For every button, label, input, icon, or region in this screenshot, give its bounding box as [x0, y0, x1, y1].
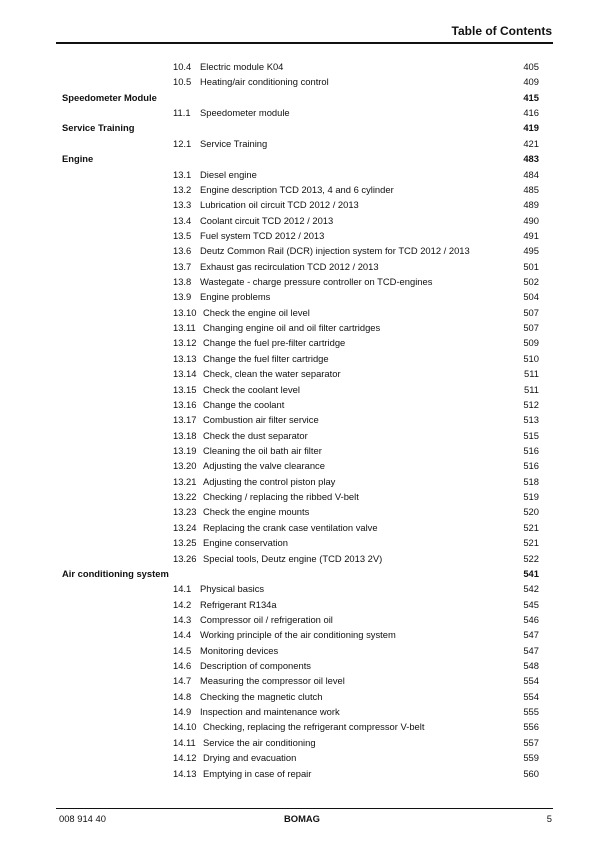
header-rule [56, 42, 553, 44]
toc-entry [0, 351, 596, 366]
toc-page-number: 416 [523, 107, 539, 119]
toc-entry-number: 14.8 [173, 690, 192, 702]
toc-entry [0, 289, 596, 304]
toc-section-title: Air conditioning system [62, 567, 169, 579]
toc-entry-number: 12.1 [173, 137, 192, 149]
toc-entry [0, 167, 596, 182]
toc-entry-title: Heating/air conditioning control [200, 76, 329, 88]
toc-entry-title: Diesel engine [200, 168, 257, 180]
toc-page-number: 513 [523, 414, 539, 426]
toc-entry-title: Refrigerant R134a [200, 598, 277, 610]
footer-brand: BOMAG [284, 813, 320, 824]
toc-entry [0, 581, 596, 596]
toc-entry-title: Coolant circuit TCD 2012 / 2013 [200, 214, 334, 226]
toc-section [0, 120, 596, 135]
toc-page-number: 419 [523, 122, 539, 134]
toc-entry-number: 13.17 [173, 414, 197, 426]
toc-entry-title: Engine description TCD 2013, 4 and 6 cylinder [200, 183, 394, 195]
toc-entry [0, 59, 596, 74]
toc-entry-title: Replacing the crank case ventilation valve [203, 521, 378, 533]
toc-entry-number: 13.16 [173, 398, 197, 410]
toc-entry [0, 320, 596, 335]
toc-page-number: 421 [523, 137, 539, 149]
toc-page-number: 541 [523, 567, 539, 579]
toc-entry-number: 13.24 [173, 521, 197, 533]
toc-entry [0, 197, 596, 212]
toc-entry [0, 658, 596, 673]
toc-entry-number: 13.6 [173, 245, 192, 257]
toc-entry-number: 11.1 [173, 107, 191, 119]
toc-entry [0, 305, 596, 320]
toc-page-number: 504 [523, 291, 539, 303]
toc-entry-number: 13.14 [173, 368, 197, 380]
toc-entry-number: 13.23 [173, 506, 197, 518]
toc-entry-title: Service the air conditioning [203, 736, 316, 748]
toc-entry-title: Checking / replacing the ribbed V-belt [203, 491, 359, 503]
toc-entry-number: 13.7 [173, 260, 192, 272]
toc-entry [0, 535, 596, 550]
toc-entry-number: 13.19 [173, 444, 197, 456]
toc-page-number: 495 [523, 245, 539, 257]
toc-entry-title: Drying and evacuation [203, 752, 297, 764]
toc-entry-number: 10.4 [173, 61, 192, 72]
toc-page-number: 415 [523, 91, 539, 103]
toc-entry-number: 14.2 [173, 598, 192, 610]
toc-page-number: 409 [523, 76, 539, 88]
toc-entry-number: 13.1 [173, 168, 192, 180]
toc-page-number: 555 [523, 706, 539, 718]
toc-page-number: 554 [523, 675, 539, 687]
toc-entry [0, 228, 596, 243]
toc-page-number: 521 [523, 537, 539, 549]
toc-entry [0, 719, 596, 734]
toc-section [0, 90, 596, 105]
toc-page-number: 515 [523, 429, 539, 441]
toc-entry [0, 382, 596, 397]
toc-entry-title: Special tools, Deutz engine (TCD 2013 2V) [203, 552, 383, 564]
toc-page-number: 542 [523, 583, 539, 595]
toc-page-number: 507 [523, 306, 539, 318]
toc-entry-number: 13.20 [173, 460, 197, 472]
toc-entry [0, 428, 596, 443]
toc-entry [0, 243, 596, 258]
toc-page-number: 512 [523, 398, 539, 410]
toc-entry-number: 13.21 [173, 475, 197, 487]
toc-page-number: 516 [523, 460, 539, 472]
toc-entry [0, 74, 596, 89]
toc-entry-title: Cleaning the oil bath air filter [203, 444, 322, 456]
toc-entry-title: Engine conservation [203, 537, 288, 549]
toc-entry [0, 766, 596, 781]
toc-page-number: 516 [523, 444, 539, 456]
toc-entry-title: Change the coolant [203, 398, 285, 410]
toc-page-number: 522 [523, 552, 539, 564]
toc-entry [0, 551, 596, 566]
toc-page-number: 507 [523, 322, 539, 334]
toc-entry-number: 14.13 [173, 767, 197, 779]
toc-entry-title: Combustion air filter service [203, 414, 319, 426]
toc-entry-title: Compressor oil / refrigeration oil [200, 613, 333, 625]
toc-entry-number: 14.3 [173, 613, 192, 625]
table-of-contents [0, 59, 596, 781]
toc-entry [0, 520, 596, 535]
toc-page-number: 405 [523, 61, 539, 72]
toc-page-number: 545 [523, 598, 539, 610]
toc-page-number: 491 [523, 229, 539, 241]
toc-entry-title: Lubrication oil circuit TCD 2012 / 2013 [200, 199, 359, 211]
toc-page-number: 484 [523, 168, 539, 180]
toc-entry-number: 10.5 [173, 76, 192, 88]
toc-entry [0, 627, 596, 642]
toc-entry-number: 13.2 [173, 183, 192, 195]
toc-entry [0, 504, 596, 519]
toc-entry-number: 13.3 [173, 199, 192, 211]
toc-entry [0, 673, 596, 688]
toc-entry-title: Wastegate - charge pressure controller on TCD-engines [200, 276, 433, 288]
toc-entry [0, 136, 596, 151]
toc-entry [0, 259, 596, 274]
toc-entry-number: 14.11 [173, 736, 196, 748]
toc-page-number: 520 [523, 506, 539, 518]
toc-entry [0, 689, 596, 704]
toc-page-number: 554 [523, 690, 539, 702]
toc-section-title: Speedometer Module [62, 91, 157, 103]
toc-entry [0, 597, 596, 612]
toc-entry-title: Monitoring devices [200, 644, 279, 656]
toc-entry-number: 14.6 [173, 660, 192, 672]
toc-entry-title: Working principle of the air conditioning system [200, 629, 396, 641]
toc-entry [0, 105, 596, 120]
toc-page-number: 518 [523, 475, 539, 487]
toc-entry-number: 13.11 [173, 322, 196, 334]
toc-entry [0, 735, 596, 750]
toc-page-number: 546 [523, 613, 539, 625]
toc-entry-title: Check the engine mounts [203, 506, 310, 518]
toc-page-number: 557 [523, 736, 539, 748]
toc-entry-number: 14.12 [173, 752, 197, 764]
toc-page-number: 521 [523, 521, 539, 533]
toc-entry-title: Check the coolant level [203, 383, 300, 395]
toc-entry-title: Description of components [200, 660, 311, 672]
toc-page-number: 509 [523, 337, 539, 349]
toc-entry [0, 474, 596, 489]
toc-page-number: 556 [523, 721, 539, 733]
toc-entry-title: Change the fuel filter cartridge [203, 352, 329, 364]
toc-entry-number: 13.5 [173, 229, 192, 241]
toc-entry-number: 13.18 [173, 429, 197, 441]
toc-page-number: 548 [523, 660, 539, 672]
footer-page-number: 5 [546, 813, 552, 824]
toc-entry-title: Engine problems [200, 291, 271, 303]
toc-entry-number: 14.9 [173, 706, 192, 718]
toc-page-number: 547 [523, 644, 539, 656]
toc-entry-title: Checking, replacing the refrigerant compressor V-belt [203, 721, 425, 733]
toc-entry [0, 750, 596, 765]
toc-page-number: 490 [523, 214, 539, 226]
toc-page-number: 559 [523, 752, 539, 764]
toc-entry-title: Electric module K04 [200, 61, 284, 72]
toc-section-title: Engine [62, 153, 94, 165]
toc-entry-title: Measuring the compressor oil level [200, 675, 345, 687]
toc-entry-title: Changing engine oil and oil filter cartridges [203, 322, 381, 334]
toc-entry [0, 612, 596, 627]
toc-entry-title: Checking the magnetic clutch [200, 690, 323, 702]
toc-entry-title: Exhaust gas recirculation TCD 2012 / 2013 [200, 260, 379, 272]
toc-entry-number: 13.22 [173, 491, 197, 503]
toc-entry [0, 213, 596, 228]
toc-page-number: 485 [523, 183, 539, 195]
toc-entry [0, 643, 596, 658]
toc-entry-number: 14.4 [173, 629, 192, 641]
toc-entry-number: 13.10 [173, 306, 197, 318]
toc-section-title: Service Training [62, 122, 135, 134]
page-header-title: Table of Contents [451, 24, 552, 38]
toc-page-number: 502 [523, 276, 539, 288]
toc-page-number: 483 [523, 153, 539, 165]
toc-entry-number: 13.15 [173, 383, 197, 395]
toc-entry [0, 182, 596, 197]
toc-page-number: 511 [524, 368, 539, 380]
toc-section [0, 151, 596, 166]
toc-entry-title: Check the engine oil level [203, 306, 310, 318]
footer-rule [56, 808, 553, 809]
toc-entry-number: 13.8 [173, 276, 192, 288]
toc-entry-title: Deutz Common Rail (DCR) injection system for TCD 2012 / 2013 [200, 245, 470, 257]
toc-page-number: 519 [523, 491, 539, 503]
toc-entry [0, 704, 596, 719]
toc-entry-number: 13.13 [173, 352, 197, 364]
toc-page-number: 511 [524, 383, 539, 395]
toc-entry [0, 412, 596, 427]
toc-entry-title: Emptying in case of repair [203, 767, 312, 779]
toc-entry [0, 443, 596, 458]
toc-entry-title: Check, clean the water separator [203, 368, 341, 380]
toc-entry [0, 458, 596, 473]
toc-section [0, 566, 596, 581]
toc-page-number: 510 [523, 352, 539, 364]
toc-entry-number: 13.12 [173, 337, 197, 349]
toc-entry-number: 13.25 [173, 537, 197, 549]
toc-entry-number: 14.10 [173, 721, 197, 733]
toc-entry-number: 13.4 [173, 214, 192, 226]
toc-entry-title: Change the fuel pre-filter cartridge [203, 337, 346, 349]
toc-entry [0, 397, 596, 412]
footer-doc-number: 008 914 40 [59, 813, 106, 824]
toc-entry-number: 14.7 [173, 675, 192, 687]
toc-entry-title: Service Training [200, 137, 268, 149]
toc-entry-title: Inspection and maintenance work [200, 706, 340, 718]
toc-entry-number: 14.5 [173, 644, 192, 656]
toc-page-number: 489 [523, 199, 539, 211]
toc-entry-title: Fuel system TCD 2012 / 2013 [200, 229, 325, 241]
toc-entry-number: 13.9 [173, 291, 192, 303]
toc-page-number: 560 [523, 767, 539, 779]
toc-page-number: 501 [523, 260, 539, 272]
toc-entry-title: Physical basics [200, 583, 265, 595]
toc-entry-title: Speedometer module [200, 107, 290, 119]
toc-entry-number: 14.1 [173, 583, 192, 595]
toc-entry-number: 13.26 [173, 552, 197, 564]
toc-entry-title: Adjusting the valve clearance [203, 460, 325, 472]
toc-entry [0, 274, 596, 289]
toc-entry-title: Adjusting the control piston play [203, 475, 336, 487]
toc-entry-title: Check the dust separator [203, 429, 308, 441]
toc-entry [0, 489, 596, 504]
toc-entry [0, 335, 596, 350]
toc-entry [0, 366, 596, 381]
toc-page-number: 547 [523, 629, 539, 641]
